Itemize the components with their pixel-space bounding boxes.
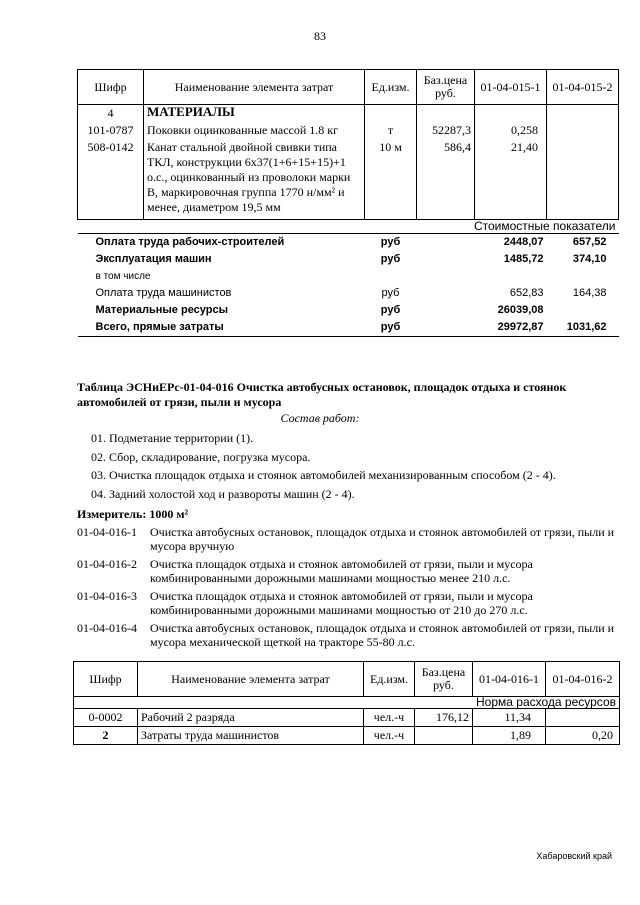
summary-unit: руб — [381, 287, 400, 299]
header-price: Баз.цена руб. — [415, 662, 473, 697]
summary-row — [78, 319, 619, 337]
section-label-row — [78, 220, 619, 234]
row-unit: т — [365, 120, 417, 137]
table-row — [74, 727, 620, 745]
variant-text: Очистка площадок отдыха и стоянок автомобилей от грязи, пыли и мусора комбинированными дорожными машинами мощностью менее 210 л.с. — [150, 557, 533, 585]
summary-v2: 1031,62 — [566, 321, 607, 333]
section-label-row — [74, 697, 620, 709]
variant-text: Очистка автобусных остановок, площадок отдыха и стоянок автомобилей от грязи, пыли и мусора вручную — [150, 525, 615, 553]
summary-v1: 652,83 — [509, 287, 544, 299]
summary-v2: 164,38 — [572, 287, 607, 299]
row-v1: 0,258 — [475, 120, 547, 137]
row-code: 4 — [78, 105, 144, 121]
resource-table-2 — [73, 661, 620, 745]
row-name: Канат стальной двойной свивки типа ТКЛ, конструкции 6х37(1+6+15+15)+1 о.с., оцинкованный из проволоки марки В, маркировочная группа 1770 н/мм² и менее, диаметром 19,5 мм — [144, 137, 365, 220]
row-code: 101-0787 — [78, 120, 144, 137]
summary-row — [78, 251, 619, 268]
row-price: 176,12 — [415, 709, 473, 727]
izmeritel: Измеритель: 1000 м² — [77, 507, 189, 521]
summary-v1: 1485,72 — [503, 253, 544, 265]
variant-code: 01-04-016-3 — [77, 589, 137, 603]
row-unit: чел.-ч — [364, 727, 415, 745]
header-variant-2: 01-04-015-2 — [547, 70, 619, 105]
row-code: 0-0002 — [74, 709, 138, 727]
variant-text: Очистка автобусных остановок, площадок отдыха и стоянок автомобилей от грязи, пыли и мусора механической щеткой на тракторе 55-80 л.с. — [150, 621, 615, 649]
summary-v2: 374,10 — [572, 253, 607, 265]
row-name: Поковки оцинкованные массой 1.8 кг — [144, 120, 365, 137]
table-title: Таблица ЭСНиЕРс-01-04-016 Очистка автобусных остановок, площадок отдыха и стоянок автомобилей от грязи, пыли и мусора — [77, 380, 567, 409]
row-v2 — [546, 709, 620, 727]
summary-row — [78, 268, 619, 285]
page-number: 83 — [314, 29, 326, 43]
summary-row — [78, 302, 619, 319]
row-v1: 11,34 — [473, 709, 546, 727]
variant-text: Очистка площадок отдыха и стоянок автомобилей от грязи, пыли и мусора комбинированными дорожными машинами мощностью от 210 до 270 л.с. — [150, 589, 533, 617]
row-v1 — [475, 105, 547, 121]
header-variant-1: 01-04-016-1 — [473, 662, 546, 697]
summary-name: Всего, прямые затраты — [95, 321, 224, 333]
section-label: Стоимостные показатели — [473, 219, 616, 233]
summary-v1: 29972,87 — [497, 321, 544, 333]
header-unit: Ед.изм. — [365, 70, 417, 105]
row-price — [415, 727, 473, 745]
summary-unit: руб — [380, 236, 401, 248]
sostav-label: Состав работ: — [280, 411, 360, 425]
row-name: Рабочий 2 разряда — [138, 709, 364, 727]
header-price: Баз.цена руб. — [417, 70, 475, 105]
header-unit: Ед.изм. — [364, 662, 415, 697]
summary-name: Оплата труда рабочих-строителей — [95, 236, 285, 248]
header-name: Наименование элемента затрат — [144, 70, 365, 105]
summary-v1: 26039,08 — [497, 304, 544, 316]
summary-name: Эксплуатация машин — [95, 253, 212, 265]
summary-name: в том числе — [95, 271, 151, 282]
summary-unit: руб — [380, 253, 401, 265]
row-name: МАТЕРИАЛЫ — [144, 105, 365, 121]
variant-code: 01-04-016-4 — [77, 621, 137, 635]
summary-row — [78, 285, 619, 302]
summary-unit: руб — [380, 304, 401, 316]
header-variant-2: 01-04-016-2 — [546, 662, 620, 697]
table-row — [78, 120, 619, 137]
row-name: Затраты труда машинистов — [138, 727, 364, 745]
work-item: 01. Подметание территории (1). — [91, 431, 254, 445]
section-label: Норма расхода ресурсов — [74, 697, 620, 709]
summary-unit: руб — [380, 321, 401, 333]
row-price — [417, 105, 475, 121]
row-unit — [365, 105, 417, 121]
row-unit: чел.-ч — [364, 709, 415, 727]
row-v2 — [547, 120, 619, 137]
row-code: 508-0142 — [78, 137, 144, 220]
row-code: 2 — [74, 727, 138, 745]
row-price: 586,4 — [417, 137, 475, 220]
row-unit: 10 м — [365, 137, 417, 220]
work-item: 04. Задний холостой ход и развороты машин (2 - 4). — [91, 487, 355, 501]
summary-name: Оплата труда машинистов — [95, 287, 232, 299]
work-item: 02. Сбор, складирование, погрузка мусора. — [91, 450, 311, 464]
summary-name: Материальные ресурсы — [95, 304, 228, 316]
row-price: 52287,3 — [417, 120, 475, 137]
variant-code: 01-04-016-1 — [77, 525, 137, 539]
summary-v2: 657,52 — [572, 236, 607, 248]
footer-region: Хабаровский край — [536, 851, 612, 861]
summary-v1: 2448,07 — [503, 236, 544, 248]
header-variant-1: 01-04-015-1 — [475, 70, 547, 105]
table-row — [78, 105, 619, 121]
row-v2 — [547, 105, 619, 121]
summary-row — [78, 234, 619, 252]
header-code: Шифр — [78, 70, 144, 105]
resource-table-1 — [77, 69, 619, 337]
table-header-row — [74, 662, 620, 697]
table-header-row — [78, 70, 619, 105]
work-item: 03. Очистка площадок отдыха и стоянок автомобилей механизированным способом (2 - 4). — [91, 468, 556, 482]
header-code: Шифр — [74, 662, 138, 697]
table-row — [74, 709, 620, 727]
row-v2 — [547, 137, 619, 220]
header-name: Наименование элемента затрат — [138, 662, 364, 697]
row-v2: 0,20 — [546, 727, 620, 745]
row-v1: 1,89 — [473, 727, 546, 745]
variant-code: 01-04-016-2 — [77, 557, 137, 571]
row-v1: 21,40 — [475, 137, 547, 220]
table-row — [78, 137, 619, 220]
